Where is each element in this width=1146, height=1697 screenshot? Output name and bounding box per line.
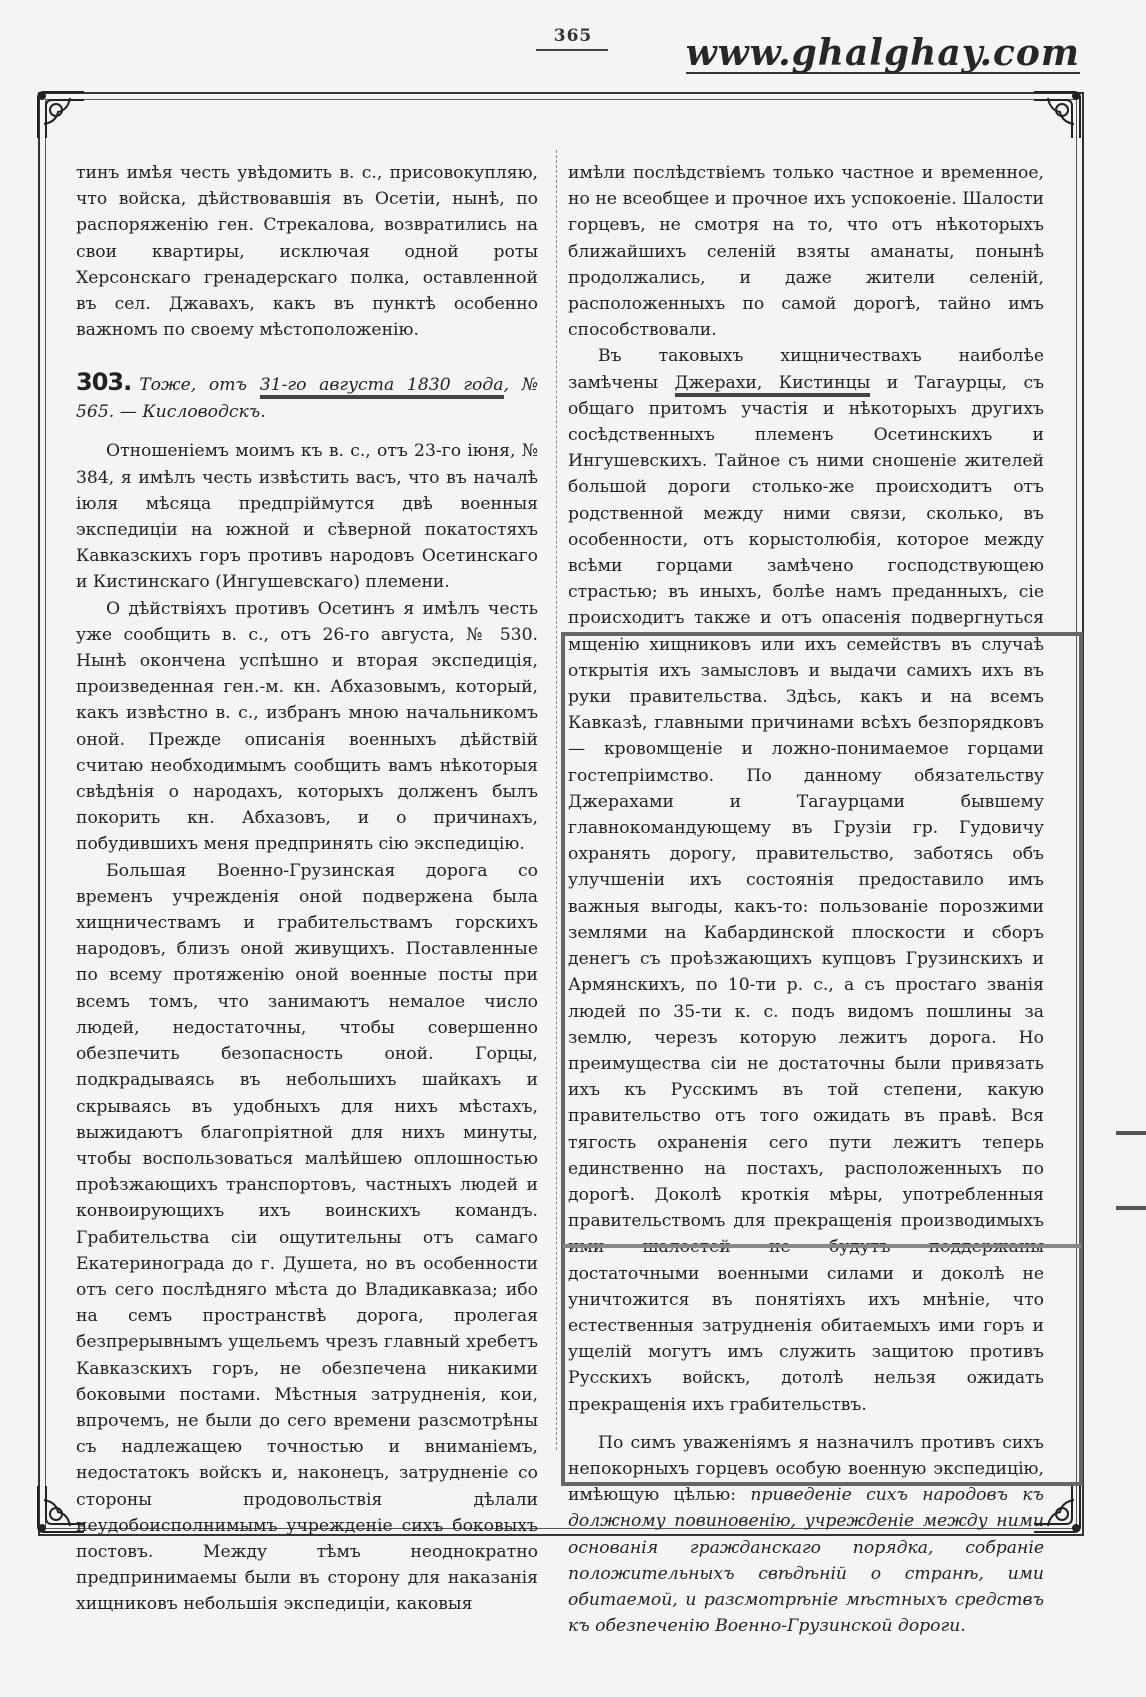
entry-title-prefix: Тоже, отъ bbox=[139, 375, 260, 396]
margin-mark bbox=[1116, 1131, 1146, 1135]
watermark-url: www.ghalghay.com bbox=[685, 32, 1080, 74]
right-paragraph-2 bbox=[568, 343, 1044, 1417]
left-paragraph-1: Отношеніемъ моимъ къ в. с., отъ 23-го іюня, № 384, я имѣлъ честь извѣстить васъ, что въ началѣ іюля мѣсяца предпріймутся двѣ военныя экспедиціи на южной и сѣверной покатостяхъ Кавказскихъ горъ противъ народовъ Осетинскаго и Кистинскаго (Ингушевскаго) племени. bbox=[76, 441, 538, 593]
expedition-goals-italic: приведеніе сихъ народовъ къ должному повиновенію, учрежденіе между ними основанія гражданскаго порядка, собраніе положительныхъ свѣдѣній о странѣ, ими обитаемой, и разсмотрѣніе мѣстныхъ средствъ къ обезпеченію Военно-Грузинской дороги bbox=[568, 1485, 1044, 1637]
right-paragraph-2-rest: и Тагаурцы, съ общаго притомъ участія и нѣкоторыхъ другихъ сосѣдственныхъ племенъ Осетинскихъ и Ингушевскихъ. Тайное съ ними сношеніе жителей большой дороги столько-же происходитъ отъ родственной между ними связи, сколько, въ особенности, отъ корыстолюбія, которое между всѣми горцами замѣчено господствующею страстью; въ иныхъ, болѣе намъ преданныхъ, сіе происходитъ также и отъ опасенія подвергнуться мщенію хищниковъ или ихъ семействъ въ случаѣ открытія ихъ замысловъ и выдачи самихъ ихъ въ руки правительства. Здѣсь, какъ и на всемъ Кавказѣ, главными причинами всѣхъ безпорядковъ — кровомщеніе и ложно-понимаемое горцами гостепріимство. По данному обязательству Джерахами и Тагаурцами бывшему главнокомандующему въ Грузіи гр. Гудовичу охранять дорогу, правительство, заботясь объ улучшеніи ихъ состоянія предоставило имъ важныя выгоды, какъ-то: пользованіе порозжими землями на Кабардинской плоскости и сборъ денегъ съ проѣзжающихъ купцовъ Грузинскихъ и Армянскихъ, по 10-ти р. с., а съ простаго званія людей по 35-ти к. с. подъ видомъ пошлины за землю, черезъ которую лежитъ дорога. Но преимущества сіи не достаточны были привязать ихъ къ Русскимъ въ той степени, какую правительство отъ того ожидать въ правѣ. Вся тягость охраненія сего пути лежитъ теперь единственно на постахъ, расположенныхъ по дорогѣ. Доколѣ кроткія мѣры, употребленныя правительствомъ для прекращенія производимыхъ ими шалостей не будутъ поддержаны достаточными военными силами и доколѣ не уничтожится въ понятіяхъ ихъ мнѣніе, что естественныя затрудненія обитаемыхъ ими горъ и ущелій могутъ имъ служить защитою противъ Русскихъ войскъ, дотолѣ нельзя ожидать прекращенія ихъ грабительствъ. bbox=[568, 372, 1044, 1415]
right-continuation-paragraph: имѣли послѣдствіемъ только частное и временное, но не всеобщее и прочное ихъ успокоеніе. Шалости горцевъ, не смотря на то, что отъ нѣкоторыхъ ближайшихъ селеній взяты аманаты, понынѣ продолжались, и даже жители селеній, расположенныхъ по самой дорогѣ, тайно имъ способствовали. bbox=[568, 163, 1044, 341]
margin-mark bbox=[1116, 1206, 1146, 1210]
entry-title-suffix: , № 565. — Кисловодскъ. bbox=[76, 375, 538, 423]
tribes-underlined: Джерахи, Кистинцы bbox=[675, 373, 871, 397]
corner-ornament-icon bbox=[1030, 88, 1084, 142]
left-paragraph-2: О дѣйствіяхъ противъ Осетинъ я имѣлъ честь уже сообщить в. с., отъ 26-го августа, № 530. Нынѣ окончена успѣшно и вторая экспедиція, произведенная ген.-м. кн. Абхазовымъ, который, какъ извѣстно в. с., избранъ мною начальникомъ оной. Прежде описанія военныхъ дѣйствій считаю необходимымъ сообщить вамъ нѣкоторыя свѣдѣнія о народахъ, которыхъ долженъ былъ покорить кн. Абхазовъ, и о причинахъ, побудившихъ меня предпринять сію экспедицію. bbox=[76, 598, 538, 855]
right-paragraph-2-start: Въ таковыхъ хищничествахъ наиболѣе замѣчены bbox=[568, 346, 1044, 393]
right-paragraph-3 bbox=[568, 1430, 1044, 1640]
column-divider bbox=[556, 150, 557, 1450]
page-number: 365 bbox=[0, 26, 1146, 46]
highlight-separator bbox=[563, 1244, 1081, 1248]
right-column bbox=[568, 160, 1044, 1639]
left-paragraph-3: Большая Военно-Грузинская дорога со временъ учрежденія оной подвержена была хищничествамъ и грабительствамъ горскихъ народовъ, близъ оной живущихъ. Поставленные по всему протяженію оной военные посты при всемъ томъ, что занимаютъ немалое число людей, недостаточны, чтобы совершенно обезпечить безопасность оной. Горцы, подкрадываясь въ небольшихъ шайкахъ и скрываясь въ удобныхъ для нихъ мѣстахъ, выжидаютъ благопріятной для нихъ минуты, чтобы воспользоваться малѣйшею оплошностью проѣзжающихъ транспортовъ, частныхъ людей и конвоирующихъ ихъ воинскихъ командъ. Грабительства сіи ощутительны отъ самаго Екатеринограда до г. Душета, но въ особенности отъ сего послѣдняго мѣста до Владикавказа; ибо на семъ пространствѣ дорога, пролегая безпрерывнымъ ущельемъ чрезъ главный хребетъ Кавказскихъ горъ, не обезпечена никакими боковыми постами. Мѣстныя затрудненія, кои, впрочемъ, не были до сего времени разсмотрѣны съ надлежащею точностью и вниманіемъ, недостатокъ войскъ и, наконецъ, затрудненіе со стороны продовольствія дѣлали неудобоисполнимымъ учрежденіе сихъ боковыхъ постовъ. Между тѣмъ неоднократно предпринимаемы были въ сторону для наказанія хищниковъ небольшія экспедиціи, каковыя bbox=[76, 860, 538, 1615]
entry-date-underlined: 31-го августа 1830 года bbox=[260, 375, 504, 399]
entry-number: 303. bbox=[76, 368, 132, 397]
entry-heading bbox=[76, 369, 538, 426]
corner-ornament-icon bbox=[34, 88, 88, 142]
left-continuation-paragraph: тинъ имѣя честь увѣдомить в. с., присовокупляю, что войска, дѣйствовавшія въ Осетіи, нынѣ, по распоряженію ген. Стрекалова, возвратились на свои квартиры, исключая одной роты Херсонскаго гренадерскаго полка, оставленной въ сел. Джавахъ, какъ въ пунктѣ особенно важномъ по своему мѣстоположенію. bbox=[76, 163, 538, 341]
right-paragraph-3-end: . bbox=[960, 1616, 966, 1637]
right-paragraph-3-start: По симъ уваженіямъ я назначилъ противъ сихъ непокорныхъ горцевъ особую военную экспедицію, имѣющую цѣлью: bbox=[568, 1432, 1044, 1506]
left-column bbox=[76, 160, 538, 1618]
